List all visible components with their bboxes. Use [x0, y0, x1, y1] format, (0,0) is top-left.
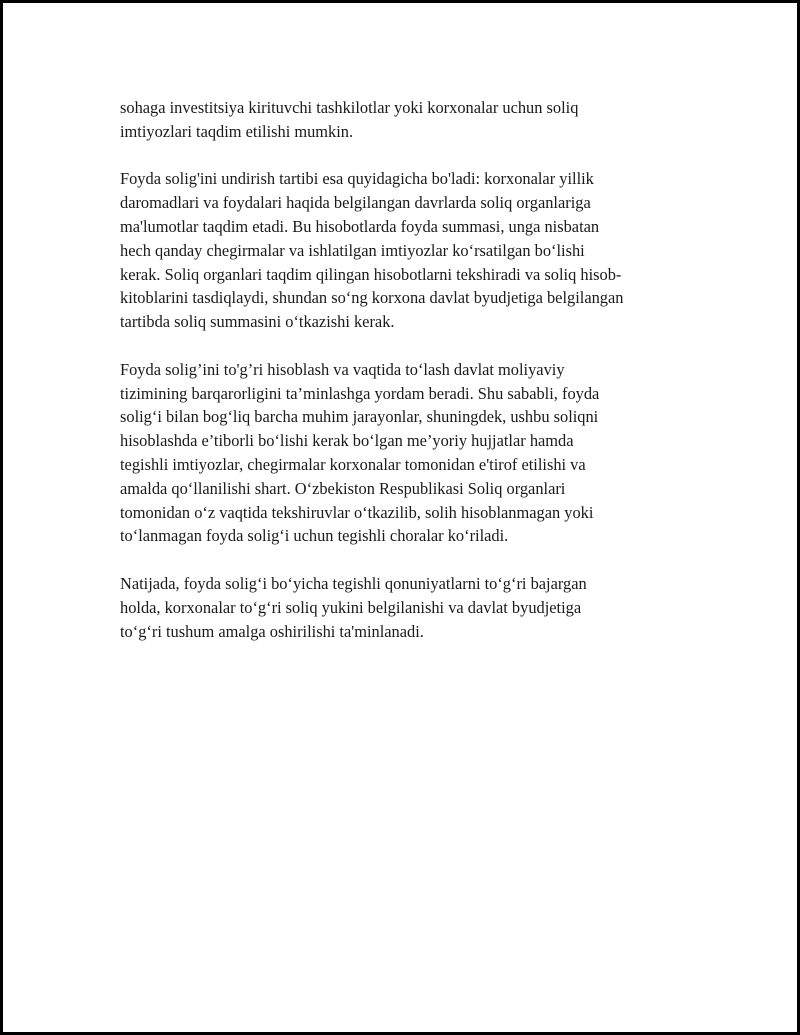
- text-line: daromadlari va foydalari haqida belgilangan davrlarda soliq organlariga: [120, 193, 591, 213]
- text-line: imtiyozlari taqdim etilishi mumkin.: [120, 121, 354, 141]
- text-line: hech qanday chegirmalar va ishlatilgan imtiyozlar ko‘rsatilgan bo‘lishi: [120, 240, 585, 260]
- paragraph-1: [120, 96, 680, 144]
- text-line: ma'lumotlar taqdim etadi. Bu hisobotlarda foyda summasi, unga nisbatan: [120, 216, 600, 236]
- text-line: holda, korxonalar to‘g‘ri soliq yukini belgilanishi va davlat byudjetiga: [120, 597, 582, 617]
- document-body: [120, 96, 680, 643]
- text-line: to‘lanmagan foyda solig‘i uchun tegishli choralar ko‘riladi.: [120, 526, 509, 546]
- text-line: hisoblashda e’tiborli bo‘lishi kerak bo‘lgan me’yoriy hujjatlar hamda: [120, 431, 574, 451]
- text-line: tartibda soliq summasini o‘tkazishi kerak.: [120, 312, 395, 332]
- text-line: amalda qo‘llanilishi shart. O‘zbekiston Respublikasi Soliq organlari: [120, 478, 566, 498]
- paragraph-3: [120, 358, 680, 548]
- text-line: tegishli imtiyozlar, chegirmalar korxonalar tomonidan e'tirof etilishi va: [120, 454, 586, 474]
- text-line: Natijada, foyda solig‘i bo‘yicha tegishli qonuniyatlarni to‘g‘ri bajargan: [120, 573, 587, 593]
- paragraph-2: [120, 167, 680, 334]
- text-line: solig‘i bilan bog‘liq barcha muhim jarayonlar, shuningdek, ushbu soliqni: [120, 407, 599, 427]
- text-line: Foyda solig’ini to'g’ri hisoblash va vaqtida to‘lash davlat moliyaviy: [120, 359, 565, 379]
- text-line: sohaga investitsiya kirituvchi tashkilotlar yoki korxonalar uchun soliq: [120, 98, 579, 117]
- text-line: kerak. Soliq organlari taqdim qilingan hisobotlarni tekshiradi va soliq hisob-: [120, 264, 622, 284]
- text-line: tomonidan o‘z vaqtida tekshiruvlar o‘tkazilib, solih hisoblanmagan yoki: [120, 502, 594, 522]
- text-line: to‘g‘ri tushum amalga oshirilishi ta'minlanadi.: [120, 621, 424, 641]
- paragraph-4: [120, 572, 680, 643]
- text-line: tizimining barqarorligini ta’minlashga yordam beradi. Shu sababli, foyda: [120, 383, 600, 403]
- text-line: Foyda solig'ini undirish tartibi esa quyidagicha bo'ladi: korxonalar yillik: [120, 169, 594, 189]
- text-line: kitoblarini tasdiqlaydi, shundan so‘ng korxona davlat byudjetiga belgilangan: [120, 288, 624, 308]
